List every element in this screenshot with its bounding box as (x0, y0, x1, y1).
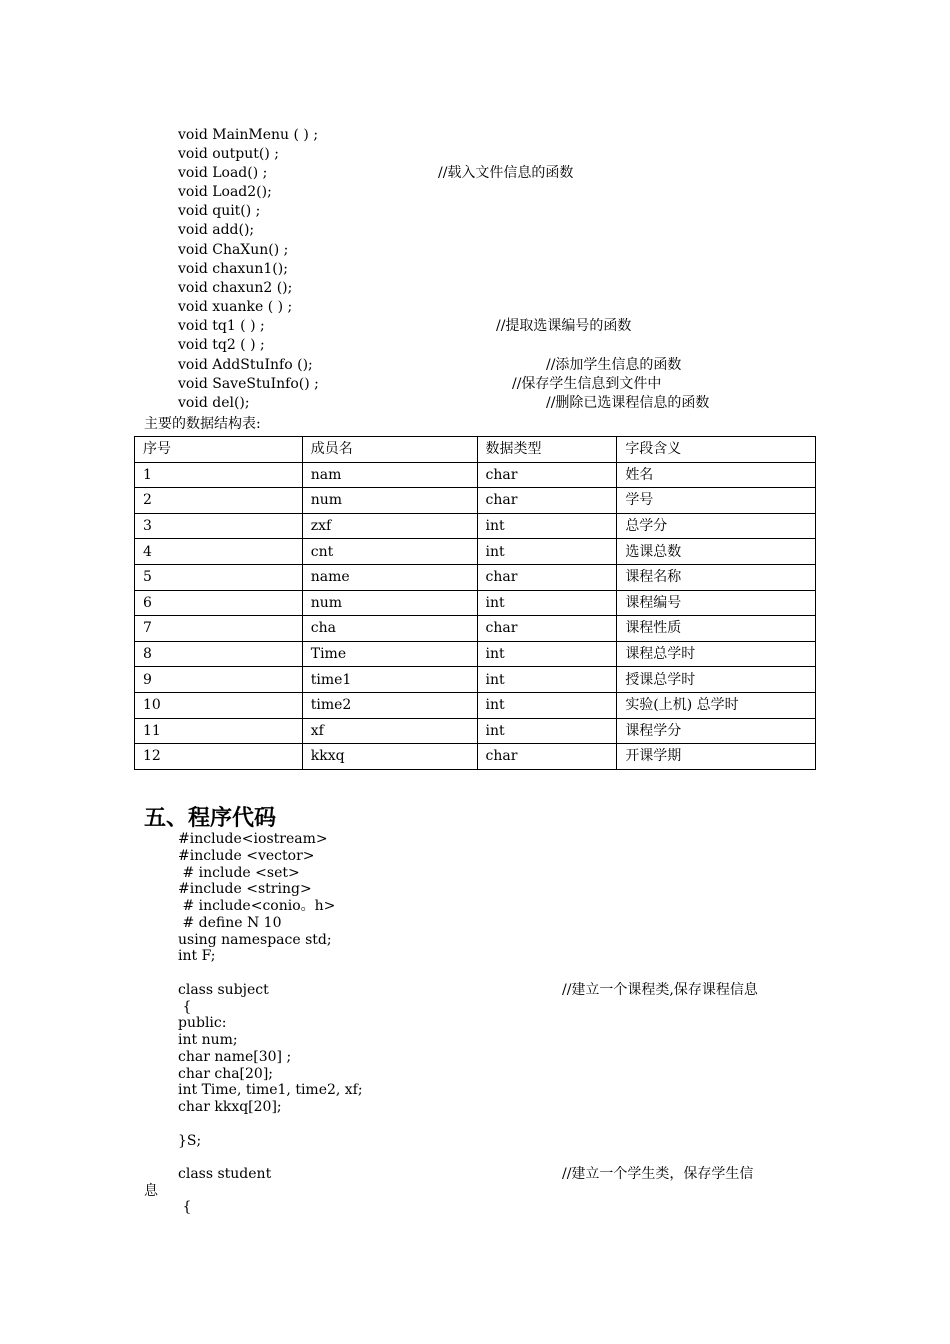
code-line: # include<conio。h> (178, 898, 336, 914)
code-comment: //提取选课编号的函数 (496, 318, 632, 334)
table-cell: nam (302, 462, 477, 488)
code-line: char name[30] ; (178, 1049, 292, 1065)
table-cell: 姓名 (617, 462, 816, 488)
table-cell: name (302, 564, 477, 590)
table-cell: 12 (135, 744, 303, 770)
table-cell: 4 (135, 539, 303, 565)
code-line: public: (178, 1015, 227, 1031)
table-header-cell: 数据类型 (477, 437, 617, 463)
code-line: int Time, time1, time2, xf; (178, 1082, 363, 1098)
table-cell: num (302, 488, 477, 514)
table-header-cell: 成员名 (302, 437, 477, 463)
table-cell: cnt (302, 539, 477, 565)
code-line: class student (178, 1166, 272, 1182)
table-cell: 课程性质 (617, 616, 816, 642)
code-line: void add(); (178, 222, 255, 238)
code-line: # define N 10 (178, 915, 282, 931)
code-line: void chaxun1(); (178, 261, 288, 277)
table-cell: char (477, 616, 617, 642)
table-cell: int (477, 539, 617, 565)
code-line: void AddStuInfo (); (178, 357, 313, 373)
table-cell: int (477, 718, 617, 744)
table-cell: char (477, 564, 617, 590)
code-line: void tq1 ( ) ; (178, 318, 265, 334)
code-line: int num; (178, 1032, 238, 1048)
table-cell: 11 (135, 718, 303, 744)
table-cell: 课程总学时 (617, 641, 816, 667)
code-comment: 息 (144, 1183, 158, 1199)
table-cell: 课程名称 (617, 564, 816, 590)
code-line: #include <string> (178, 881, 312, 897)
data-structure-table (134, 436, 816, 770)
table-row (135, 641, 816, 667)
code-comment: //建立一个学生类，保存学生信 (562, 1166, 754, 1182)
table-cell: int (477, 641, 617, 667)
code-line: char kkxq[20]; (178, 1099, 282, 1115)
code-line: void tq2 ( ) ; (178, 337, 265, 353)
code-line: void xuanke ( ) ; (178, 299, 293, 315)
table-header-cell: 字段含义 (617, 437, 816, 463)
table-cell: char (477, 744, 617, 770)
table-cell: 1 (135, 462, 303, 488)
code-line: void MainMenu ( ) ; (178, 127, 319, 143)
code-line: }S; (178, 1133, 202, 1149)
table-cell: 授课总学时 (617, 667, 816, 693)
table-cell: 学号 (617, 488, 816, 514)
table-cell: Time (302, 641, 477, 667)
code-line: void SaveStuInfo() ; (178, 376, 319, 392)
table-cell: time2 (302, 692, 477, 718)
table-row (135, 692, 816, 718)
table-cell: 选课总数 (617, 539, 816, 565)
table-cell: int (477, 667, 617, 693)
code-line: void del(); (178, 395, 250, 411)
table-cell: int (477, 513, 617, 539)
table-cell: 课程编号 (617, 590, 816, 616)
table-row (135, 513, 816, 539)
code-line: { (178, 999, 192, 1015)
table-header-row (135, 437, 816, 463)
table-cell: 2 (135, 488, 303, 514)
section-title: 五、程序代码 (144, 805, 277, 831)
table-cell: 7 (135, 616, 303, 642)
table-cell: 8 (135, 641, 303, 667)
code-comment: //添加学生信息的函数 (546, 357, 682, 373)
table-cell: time1 (302, 667, 477, 693)
table-row (135, 462, 816, 488)
table-cell: 实验(上机) 总学时 (617, 692, 816, 718)
table-cell: xf (302, 718, 477, 744)
table-cell: num (302, 590, 477, 616)
code-comment: //删除已选课程信息的函数 (546, 395, 710, 411)
code-line: void chaxun2 (); (178, 280, 293, 296)
table-caption: 主要的数据结构表: (144, 416, 261, 432)
code-line: #include<iostream> (178, 831, 328, 847)
code-line: # include <set> (178, 865, 300, 881)
code-line: #include <vector> (178, 848, 315, 864)
table-cell: char (477, 488, 617, 514)
table-row (135, 590, 816, 616)
table-row (135, 718, 816, 744)
table-row (135, 616, 816, 642)
table-header-cell: 序号 (135, 437, 303, 463)
table-cell: zxf (302, 513, 477, 539)
table-cell: 3 (135, 513, 303, 539)
table-cell: kkxq (302, 744, 477, 770)
code-line: void output() ; (178, 146, 279, 162)
code-line: void Load2(); (178, 184, 272, 200)
table-cell: int (477, 692, 617, 718)
table-cell: cha (302, 616, 477, 642)
table-cell: 课程学分 (617, 718, 816, 744)
code-line: void Load() ; (178, 165, 268, 181)
code-line: char cha[20]; (178, 1066, 274, 1082)
code-comment: //载入文件信息的函数 (438, 165, 574, 181)
table-cell: 10 (135, 692, 303, 718)
code-line: using namespace std; (178, 932, 332, 948)
code-line: void quit() ; (178, 203, 261, 219)
code-line: { (178, 1199, 192, 1215)
code-line: class subject (178, 982, 269, 998)
code-line: int F; (178, 948, 216, 964)
table-row (135, 667, 816, 693)
table-cell: 5 (135, 564, 303, 590)
table-cell: 9 (135, 667, 303, 693)
table-row (135, 564, 816, 590)
table-row (135, 488, 816, 514)
table-cell: 6 (135, 590, 303, 616)
table-cell: char (477, 462, 617, 488)
code-comment: //建立一个课程类,保存课程信息 (562, 982, 758, 998)
table-row (135, 744, 816, 770)
table-row (135, 539, 816, 565)
table-cell: 总学分 (617, 513, 816, 539)
code-line: void ChaXun() ; (178, 242, 289, 258)
table-cell: 开课学期 (617, 744, 816, 770)
code-comment: //保存学生信息到文件中 (512, 376, 662, 392)
table-cell: int (477, 590, 617, 616)
